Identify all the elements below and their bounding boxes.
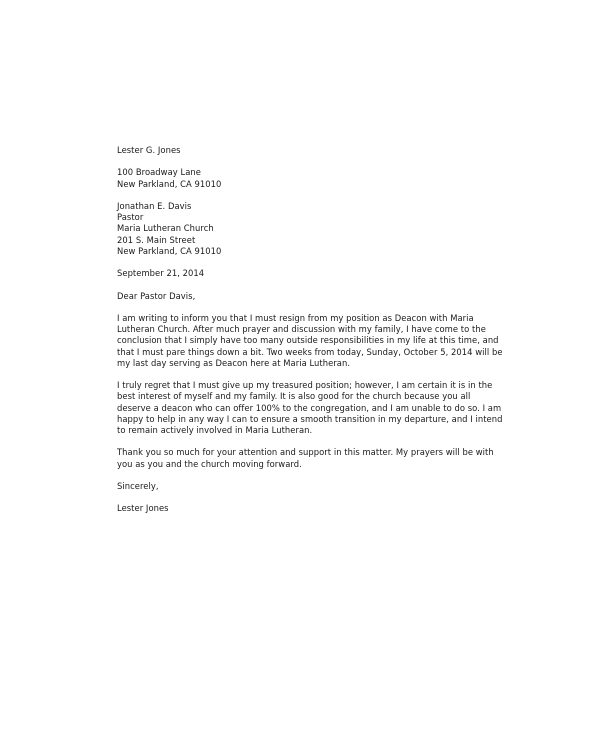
paragraph-line: best interest of myself and my family. It is also good for the church because you all bbox=[117, 391, 471, 402]
sender-block bbox=[117, 145, 507, 156]
recipient-organization: Maria Lutheran Church bbox=[117, 223, 214, 234]
letter-date: September 21, 2014 bbox=[117, 268, 205, 279]
paragraph-line: conclusion that I simply have too many outside responsibilities in my life at this time, and bbox=[117, 335, 499, 346]
paragraph-line: happy to help in any way I can to ensure a smooth transition in my departure, and I intend bbox=[117, 413, 503, 424]
body-paragraph-1 bbox=[117, 313, 507, 369]
signature-name: Lester Jones bbox=[117, 503, 169, 514]
sender-address-line2: New Parkland, CA 91010 bbox=[117, 178, 222, 189]
salutation: Dear Pastor Davis, bbox=[117, 290, 196, 301]
paragraph-line: I truly regret that I must give up my treasured position; however, I am certain it is in the bbox=[117, 380, 493, 391]
body-paragraph-2 bbox=[117, 380, 507, 436]
recipient-address-line2: New Parkland, CA 91010 bbox=[117, 245, 222, 256]
recipient-name: Jonathan E. Davis bbox=[117, 200, 192, 211]
resignation-letter bbox=[117, 145, 507, 526]
date-block bbox=[117, 268, 507, 279]
sender-address-line1: 100 Broadway Lane bbox=[117, 167, 201, 178]
paragraph-line: that I must pare things down a bit. Two weeks from today, Sunday, October 5, 2014 will be bbox=[117, 346, 503, 357]
paragraph-line: Thank you so much for your attention and support in this matter. My prayers will be with bbox=[117, 447, 494, 458]
paragraph-line: my last day serving as Deacon here at Maria Lutheran. bbox=[117, 357, 351, 368]
body-paragraph-3 bbox=[117, 447, 507, 469]
closing: Sincerely, bbox=[117, 480, 159, 491]
paragraph-line: I am writing to inform you that I must resign from my position as Deacon with Maria bbox=[117, 312, 474, 323]
sender-name: Lester G. Jones bbox=[117, 145, 181, 155]
recipient-address-line1: 201 S. Main Street bbox=[117, 234, 196, 245]
paragraph-line: you as you and the church moving forward. bbox=[117, 458, 302, 469]
closing-block bbox=[117, 481, 507, 492]
recipient-title: Pastor bbox=[117, 212, 144, 223]
paragraph-line: Lutheran Church. After much prayer and discussion with my family, I have come to the bbox=[117, 324, 486, 335]
paragraph-line: to remain actively involved in Maria Lutheran. bbox=[117, 424, 313, 435]
recipient-block bbox=[117, 201, 507, 257]
salutation-block bbox=[117, 291, 507, 302]
signature-block bbox=[117, 503, 507, 514]
paragraph-line: deserve a deacon who can offer 100% to the congregation, and I am unable to do so. I am bbox=[117, 402, 502, 413]
sender-address bbox=[117, 167, 507, 189]
